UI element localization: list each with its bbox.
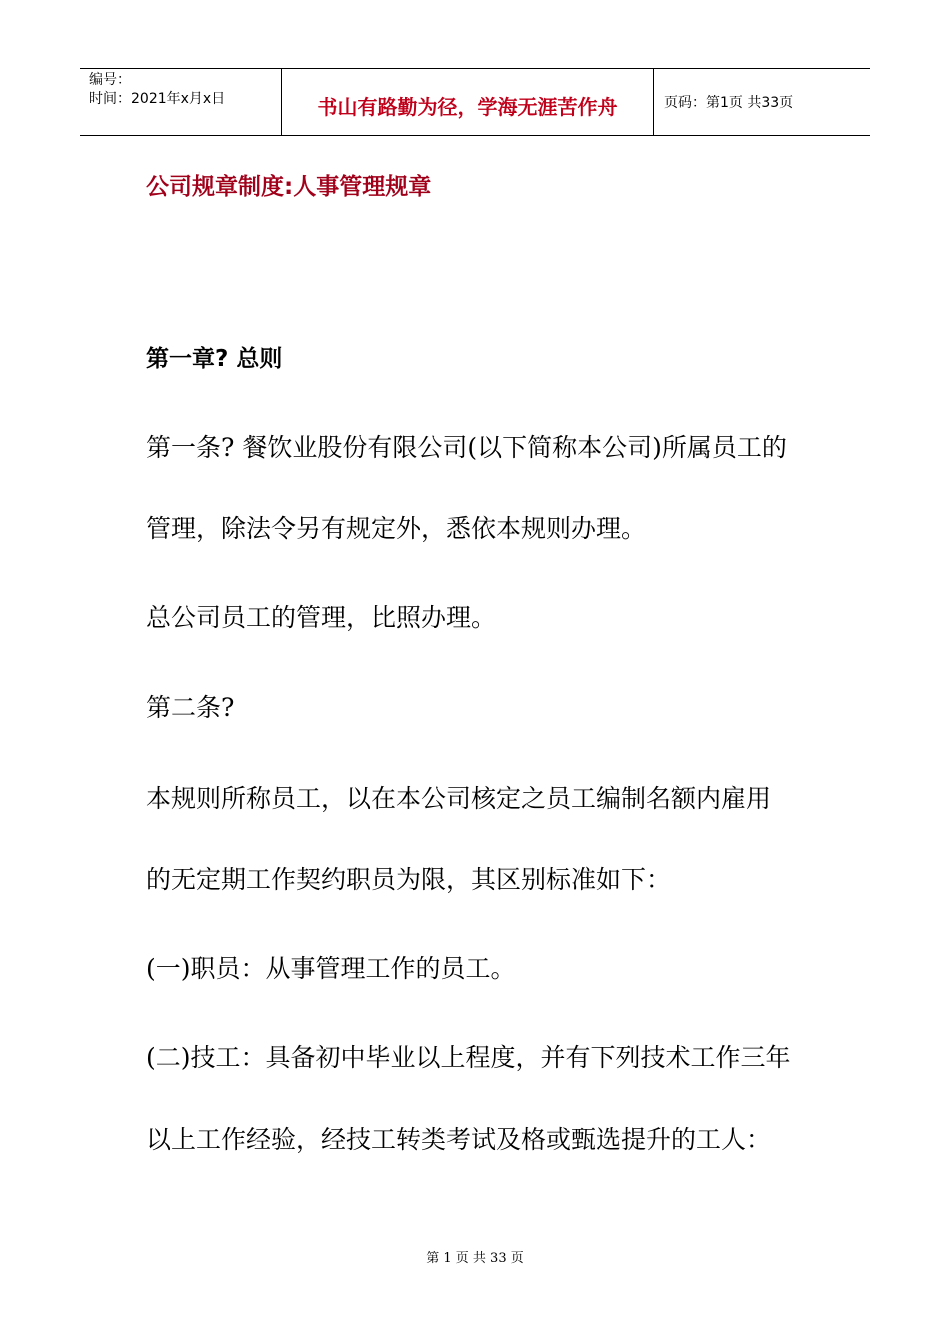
document-title: 公司规章制度:人事管理规章: [146, 174, 432, 200]
document-time-label: 时间：2021年x月x日: [89, 91, 226, 107]
header-page-number: 页码：第1页 共33页: [664, 95, 794, 111]
body-line: 总公司员工的管理，比照办理。: [146, 603, 497, 632]
header-meta-cell: [80, 69, 281, 135]
chapter-heading: 第一章? 总则: [146, 346, 283, 372]
header-table: [80, 68, 870, 136]
body-line: 第一条? 餐饮业股份有限公司(以下简称本公司)所属员工的: [146, 433, 787, 462]
list-item: (一)职员：从事管理工作的员工。: [146, 954, 516, 983]
body-line: 本规则所称员工，以在本公司核定之员工编制名额内雇用: [146, 784, 772, 813]
body-line: 的无定期工作契约职员为限，其区别标准如下：: [146, 865, 672, 894]
body-line: 以上工作经验，经技工转类考试及格或甄选提升的工人：: [146, 1125, 772, 1154]
article-heading: 第二条?: [146, 693, 235, 722]
page-footer: 第 1 页 共 33 页: [426, 1251, 524, 1266]
list-item: (二)技工：具备初中毕业以上程度，并有下列技术工作三年: [146, 1043, 791, 1072]
body-line: 管理，除法令另有规定外，悉依本规则办理。: [146, 514, 647, 543]
header-motto: 书山有路勤为径，学海无涯苦作舟: [281, 69, 654, 135]
document-number-label: 编号：: [89, 72, 131, 88]
